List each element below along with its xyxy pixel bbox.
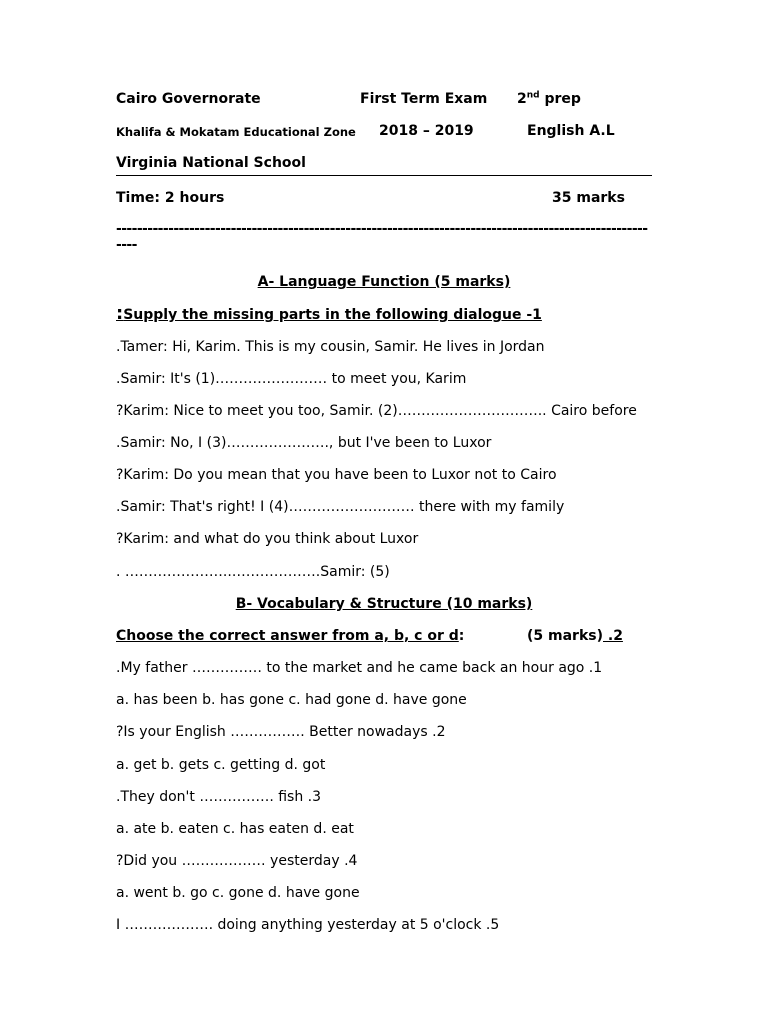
dialogue-line: .Samir: It's (1)…………………… to meet you, Karim (116, 371, 467, 387)
dialogue-line: . …………………..……………….Samir: (5) (116, 564, 390, 580)
section-b-title: B- Vocabulary & Structure (10 marks) (235, 596, 533, 612)
q1-heading: :Supply the missing parts in the following dialogue -1 (116, 303, 542, 324)
dialogue-line: ?Karim: Nice to meet you too, Samir. (2)………………………….. Cairo before (116, 403, 637, 419)
q2-instruction: Choose the correct answer from a, b, c or d: (116, 628, 465, 644)
total-marks: 35 marks (552, 190, 625, 206)
dialogue-line: .Samir: That's right! I (4)……………………… there with my family (116, 499, 565, 515)
educational-zone: Khalifa & Mokatam Educational Zone (116, 125, 356, 139)
dialogue-line: .Tamer: Hi, Karim. This is my cousin, Samir. He lives in Jordan (116, 339, 545, 355)
school-year: 2018 – 2019 (379, 123, 474, 139)
question-item: ?Is your English ……………. Better nowadays .2 (116, 724, 446, 740)
dialogue-line: ?Karim: Do you mean that you have been to Luxor not to Cairo (116, 467, 557, 483)
subject-label: English A.L (527, 123, 615, 139)
answer-options: a. ate b. eaten c. has eaten d. eat (116, 821, 354, 837)
question-item: .They don't ……………. fish .3 (116, 789, 322, 805)
grade-label: 2nd prep (517, 90, 581, 107)
question-item: .My father …………… to the market and he came back an hour ago .1 (116, 660, 603, 676)
section-a-title: A- Language Function (5 marks) (257, 274, 511, 290)
dialogue-line: .Samir: No, I (3)…………………., but I've been to Luxor (116, 435, 492, 451)
answer-options: a. get b. gets c. getting d. got (116, 757, 326, 773)
question-item: I ………………. doing anything yesterday at 5 o'clock .5 (116, 917, 500, 933)
answer-options: a. has been b. has gone c. had gone d. have gone (116, 692, 467, 708)
governorate-label: Cairo Governorate (116, 91, 261, 107)
answer-options: a. went b. go c. gone d. have gone (116, 885, 360, 901)
time-label: Time: 2 hours (116, 190, 225, 206)
q2-marks: (5 marks) .2 (527, 628, 623, 644)
school-name: Virginia National School (116, 155, 306, 171)
dashed-separator: ---------------------------------------------------------------------------------------------------------- (116, 221, 648, 253)
question-item: ?Did you ……………… yesterday .4 (116, 853, 358, 869)
exam-title: First Term Exam (360, 91, 488, 107)
dialogue-line: ?Karim: and what do you think about Luxor (116, 531, 419, 547)
header-divider (116, 175, 652, 176)
